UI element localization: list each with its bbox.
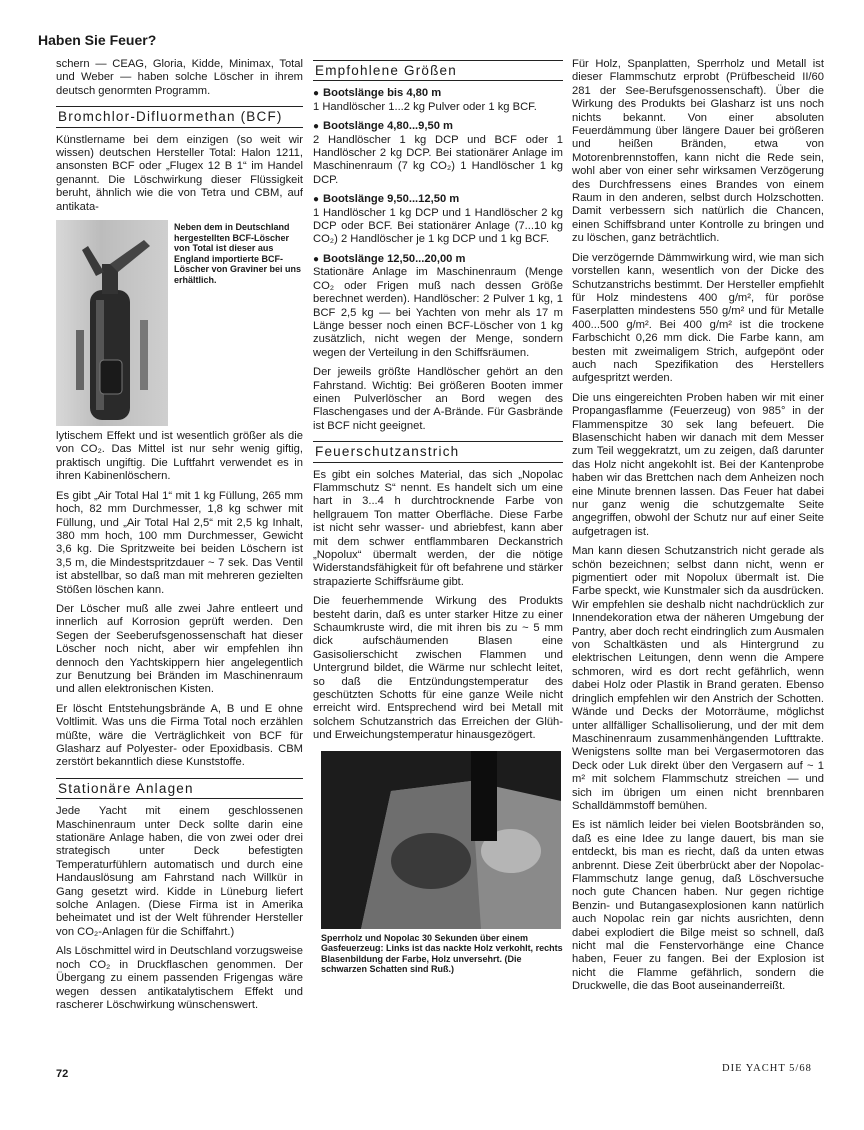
bullet-heading: ● Bootslänge bis 4,80 m (313, 87, 563, 100)
column-left (56, 58, 303, 1018)
column-right (572, 58, 824, 1000)
paragraph: Stationäre Anlage im Maschinenraum (Menge CO₂ oder Frigen muß nach dessen Größe berechnet werden). Handlöscher: 2 Pulver 1 kg, 1 BCF 2,5 kg — bei Yachten von mehr als 17 m Länge besser noch einen BCF-Löscher von 1 kg zusätzlich, nicht wegen der Menge, sondern wegen der Verteilung in den Schiffsräumen. (313, 266, 563, 359)
paragraph: Es ist nämlich leider bei vielen Bootsbränden so, daß es eine Idee zu lange dauert, bis man sie entdeckt, bis man es riecht, daß da unten etwas anbrennt. Diese Zeit überbrückt aber der Nopolac-Flammschutz lange genug, daß Löschversuche noch gute Chancen haben. Nur gegen richtige Benzin- und Butangasexplosionen kann natürlich auch Nopolac rein gar nichts ausrichten, denn dabei explodiert die Bilge meist so schnell, daß nicht mal die Fenstervorhänge eine Chance haben, Feuer zu fangen. Bei der Explosion ist nicht die Flamme gefährlich, sondern die Druckwelle, die das Boot auseinanderreißt. (572, 819, 824, 993)
bullet-heading: ● Bootslänge 12,50...20,00 m (313, 253, 563, 266)
paragraph: schern — CEAG, Gloria, Kidde, Minimax, Total und Weber — haben solche Löscher in ihrem deutsch genormten Programm. (56, 58, 303, 97)
plywood-flame-photo (321, 751, 561, 929)
paragraph: Er löscht Entstehungsbrände A, B und E ohne Voltlimit. Was uns die Firma Total noch erzählen müßte, wäre die Verträglichkeit von BCF für Glasharz auf Polyester- oder Epoxidbasis. CBM zerstört bekanntlich diese Kunststoffe. (56, 702, 303, 769)
figure-caption: Neben dem in Deutschland hergestellten BCF-Löscher von Total ist dieser aus England importierte BCF-Löscher von Graviner bei uns erhältlich. (174, 222, 302, 285)
section-heading-stationaere-anlagen: Stationäre Anlagen (56, 778, 303, 799)
page-number: 72 (56, 1068, 69, 1080)
paragraph: 1 Handlöscher 1...2 kg Pulver oder 1 kg BCF. (313, 100, 537, 113)
paragraph: Für Holz, Spanplatten, Sperrholz und Metall ist dieser Flammschutz erprobt (Prüfbescheid II/60 281 der See-Berufsgenossenschaft). Über die Wirkung des Produkts bei Glasharz ist uns noch nichts bekannt. Von einer absoluten Feuerdämmung über längere Dauer bei größeren und heißen Bränden, etwa von Motorenbrennstoffen, kann nicht die Rede sein, wohl aber von einer sehr wirksamen Verzögerung des Durchfressens eines Brandes von einem Raum in den anderen, selbst durch Holzschotten. Damit verbessern sich natürlich die Chancen, einen Schiffsbrand unter Kontrolle zu bringen und zu löschen, ganz beträchtlich. (572, 58, 824, 245)
paragraph: Jede Yacht mit einem geschlossenen Maschinenraum unter Deck sollte darin eine stationäre Anlage haben, die von zwei oder drei strategisch unter Deck befestigten Temperaturfühlern automatisch und durch eine Handauslösung am Fahrstand nach Willkür in Gang gesetzt wird. Kidde in Lüneburg liefert solche Anlagen. (Diese Firma ist in Amerika beheimatet und ist der Welt führender Hersteller von CO₂-Anlagen für die Schiffahrt.) (56, 805, 303, 938)
section-heading-empfohlene-groessen: Empfohlene Größen (313, 60, 563, 81)
paragraph: 1 Handlöscher 1 kg DCP und 1 Handlöscher 2 kg DCP oder BCF. Bei stationärer Anlage (7...10 kg CO₂) 2 Handlöscher je 1 kg DCP und 1 kg BCF. (313, 206, 563, 246)
paragraph: Als Löschmittel wird in Deutschland vorzugsweise noch CO₂ in Druckflaschen genommen. Der Übergang zu einem passenden Frigengas wäre wegen dessen antikatalytischem Effekt und rascherer Löschwirkung wünschenswert. (56, 945, 303, 1011)
column-middle (313, 58, 563, 975)
bullet-heading: ● Bootslänge 4,80...9,50 m (313, 120, 563, 133)
paragraph: Man kann diesen Schutzanstrich nicht gerade als schön bezeichnen; selbst dann nicht, wenn er pigmentiert oder mit Nopolux übermalt ist. Die Farbe speckt, wie Kunstmaler sich da ausdrücken. Wir empfehlen sie deshalb nicht nachdrücklich zur Innendekoration etwa der näheren Umgebung der Pantry, aber doch recht eindringlich zum Ausmalen von Schaltkästen und als Hintergrund zu elektrischen Leitungen, denn wenn die Ampere schmoren, wird es dort recht gefährlich, wenn dabei Holz oder Plastik in Brand geraten. Ebenso dringlich empfehlen wir den Anstrich der Schotten. Wände und Decks der Motorräume, möglichst unter allfälliger Schallisolierung, und der mit dem Maschinenraum zusammenhängenden Lufttrakte. Wenigstens sollte man bei Vergasermotoren das Deck oder Luk direkt über den Vergasern auf ~ 1 m² mit solchem Flammschutz streichen — und sich im übrigen um einen nicht brennbaren Schalldämmstoff bemühen. (572, 545, 824, 812)
extinguisher-figure (56, 220, 303, 426)
paragraph: lytischem Effekt und ist wesentlich größer als die von CO₂. Das Mittel ist nur sehr wenig giftig, praktisch ungiftig. Die Luftfahrt verwendet es in ihren Kabinenlöschern. (56, 430, 303, 483)
paragraph: Die feuerhemmende Wirkung des Produkts besteht darin, daß es unter starker Hitze zu einer Schaumkruste wird, die mit ihren bis zu ~ 5 mm dick aufschäumenden Blasen eine Gasisolierschicht zwischen Flammen und Untergrund bildet, die Wärme nur schlecht leitet, so daß die Entzündungstemperatur des geschützten Schotts für eine ganze Weile nicht erreicht wird. Entsprechend wird bei Metall mit solchem Schutzanstrich das Erreichen der Glüh- und Erweichungstemperatur hinausgezögert. (313, 595, 563, 742)
paragraph: Der Löscher muß alle zwei Jahre entleert und innerlich auf Korrosion geprüft werden. Den Segen der Seeberufsgenossenschaft hat dieser Löscher noch nicht, aber wir empfehlen ihn dennoch den Yachtskippern hier angelegentlich zur Benutzung bei Bränden im Maschinenraum und allen elektronischen Kisten. (56, 602, 303, 696)
paragraph: Es gibt „Air Total Hal 1“ mit 1 kg Füllung, 265 mm hoch, 82 mm Durchmesser, 1,8 kg schwer mit Füllung, und „Air Total Hal 2,5“ mit 2,5 kg Inhalt, 380 mm hoch, 100 mm Durchmesser, Gewicht 3,6 kg. Die Spritzweite bei beiden Löschern ist 3,5 m, die Mindestspritzdauer ~ 7 sek. Das Ventil ist abstellbar, so daß man mit mehreren gezielten Stößen löschen kann. (56, 489, 303, 596)
section-heading-feuerschutzanstrich: Feuerschutzanstrich (313, 441, 563, 462)
paragraph: Der jeweils größte Handlöscher gehört an den Fahrstand. Wichtig: Bei größeren Booten immer einen Pulverlöscher an Bord wegen des Flaschengases und der A-Brände. Für Gasbrände ist BCF nicht geeignet. (313, 366, 563, 432)
paragraph: Die verzögernde Dämmwirkung wird, wie man sich vorstellen kann, wesentlich von der Dicke des Schutzanstrichs bestimmt. Der Hersteller empfiehlt für Holz mindestens 400 g/m², für poröse Faserplatten mindestens 550 g/m² und für Metalle 400...500 g/m². Bei 400 g/m² ist die trockene Farbschicht 0,26 mm dick. Die Farbe kann, am besten mit zweimaligem Strich, aufgepönt oder auch nach Spezifikation des Herstellers aufgespritzt werden. (572, 251, 824, 385)
photo-caption: Sperrholz und Nopolac 30 Sekunden über einem Gasfeuerzeug: Links ist das nackte Holz verkohlt, rechts Blasenbildung der Farbe, Holz unversehrt. (Die schwarzen Schatten sind Ruß.) (321, 932, 563, 975)
paragraph: 2 Handlöscher 1 kg DCP und BCF oder 1 Handlöscher 2 kg DCP. Bei stationärer Anlage im Maschinenraum (7 kg CO₂) 1 Handlöscher 1 kg DCP. (313, 133, 563, 186)
magazine-footer: DIE YACHT 5/68 (722, 1063, 812, 1074)
section-heading-bcf: Bromchlor-Difluormethan (BCF) (56, 106, 303, 127)
paragraph: Künstlername bei dem einzigen (so weit wir wissen) deutschen Hersteller Total: Halon 1211, ansonsten BCF oder „Flugex 12 B 1“ im Handel genannt. Die Löschwirkung dieser Flüssigkeit beruht, ähnlich wie die von Tetra und CBM, auf antikata- (56, 133, 303, 213)
bullet-heading: ● Bootslänge 9,50...12,50 m (313, 193, 563, 206)
page-header: Haben Sie Feuer? (38, 32, 157, 48)
fire-extinguisher-photo (56, 220, 168, 426)
paragraph: Es gibt ein solches Material, das sich „Nopolac Flammschutz S“ nennt. Es handelt sich um eine hart in 3...4 h durchtrocknende Farbe von hellgrauem Ton matter Oberfläche. Diese Farbe ist nicht sehr wasser- und abriebfest, kann aber mit dem schwer entflammbaren Deckanstrich „Nopolux“ übermalt werden, der die nötige Widerstandsfähigkeit für oft befahrene und stärker strapazierte Schiffsräume gibt. (313, 468, 563, 588)
paragraph: Die uns eingereichten Proben haben wir mit einer Propangasflamme (Feuerzeug) von 985° in der Flammenspitze 30 sek lang befeuert. Die Blasenschicht haben wir danach mit dem Messer zum Teil weggekratzt, um zu zeigen, daß darunter das Holz nicht angekohlt ist. Bei der Kantenprobe haben wir das Brettchen nach dem Anheizen noch eine Minute brennen lassen. Das Feuer hat dabei nur ganz wenig die schutzgemalte Seite angegriffen, obwohl der Schutz nur auf einer Seite aufgetragen ist. (572, 391, 824, 538)
